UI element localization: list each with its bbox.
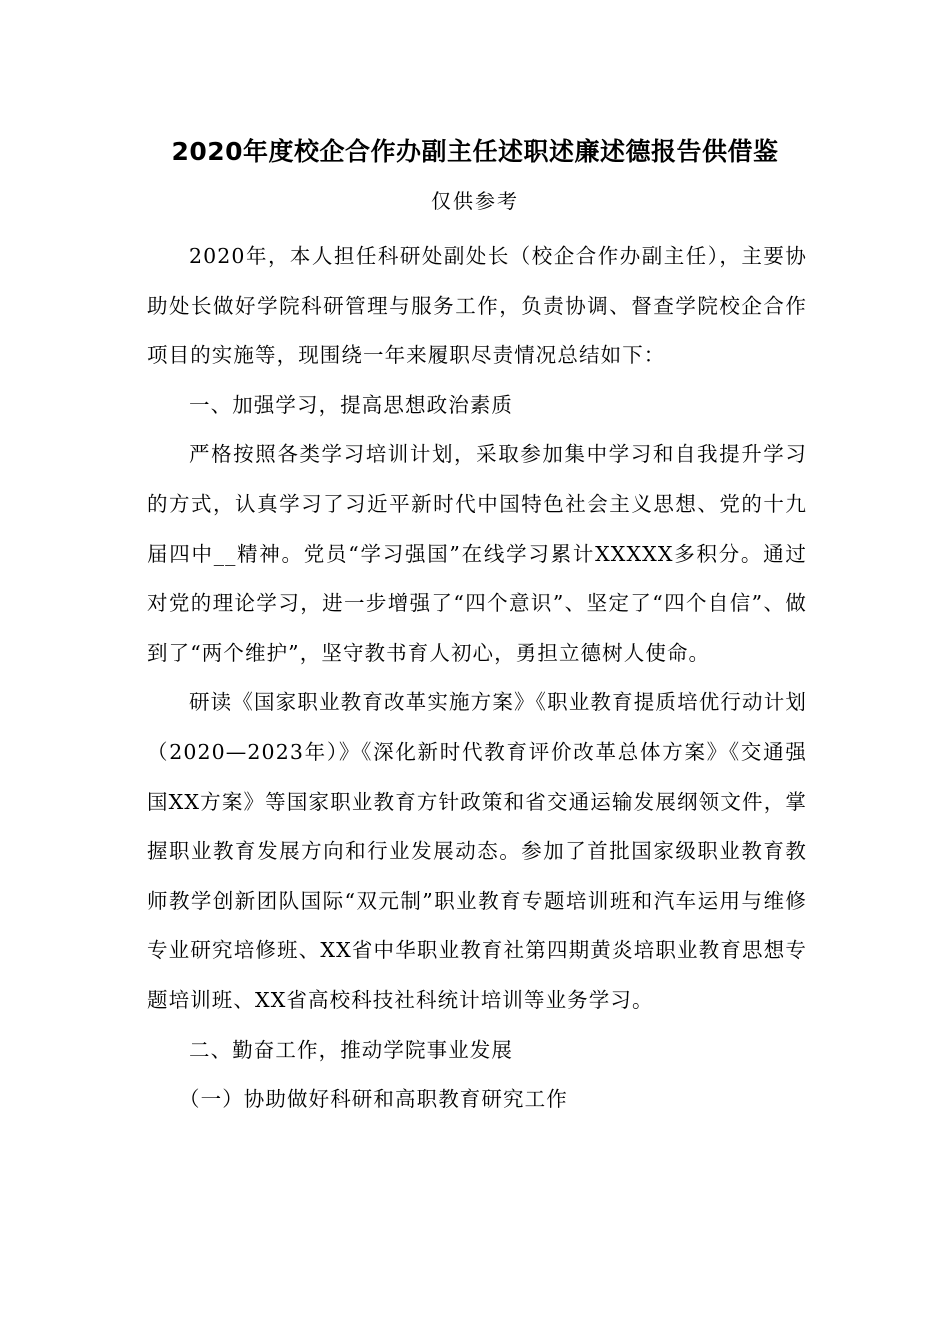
intro-paragraph: 2020年，本人担任科研处副处长（校企合作办副主任），主要协助处长做好学院科研管理与服务工作，负责协调、督查学院校企合作项目的实施等，现围绕一年来履职尽责情况总结如下： [147, 244, 807, 368]
section-2-subheading-1: （一）协助做好科研和高职教育研究工作 [179, 1087, 568, 1112]
document-subtitle: 仅供参考 [431, 189, 519, 213]
section-2-heading: 二、勤奋工作，推动学院事业发展 [189, 1037, 513, 1062]
section-1-paragraph-2: 研读《国家职业教育改革实施方案》《职业教育提质培优行动计划（2020—2023年）》《深化新时代教育评价改革总体方案》《交通强国XX方案》等国家职业教育方针政策和省交通运输发展纲领文件，掌握职业教育发展方向和行业发展动态。参加了首批国家级职业教育教师教学创新团队国际“双元制”职业教育专题培训班和汽车运用与维修专业研究培修班、XX省中华职业教育社第四期黄炎培职业教育思想专题培训班、XX省高校科技社科统计培训等业务学习。 [147, 690, 807, 1012]
document-title: 2020年度校企合作办副主任述职述廉述德报告供借鉴 [171, 137, 779, 166]
document-body [147, 232, 807, 1125]
section-1-paragraph-1: 严格按照各类学习培训计划，采取参加集中学习和自我提升学习的方式，认真学习了习近平新时代中国特色社会主义思想、党的十九届四中__精神。党员“学习强国”在线学习累计XXXXX多积分。通过对党的理论学习，进一步增强了“四个意识”、坚定了“四个自信”、做到了“两个维护”，坚守教书育人初心，勇担立德树人使命。 [147, 442, 807, 665]
section-1-heading: 一、加强学习，提高思想政治素质 [189, 392, 513, 417]
